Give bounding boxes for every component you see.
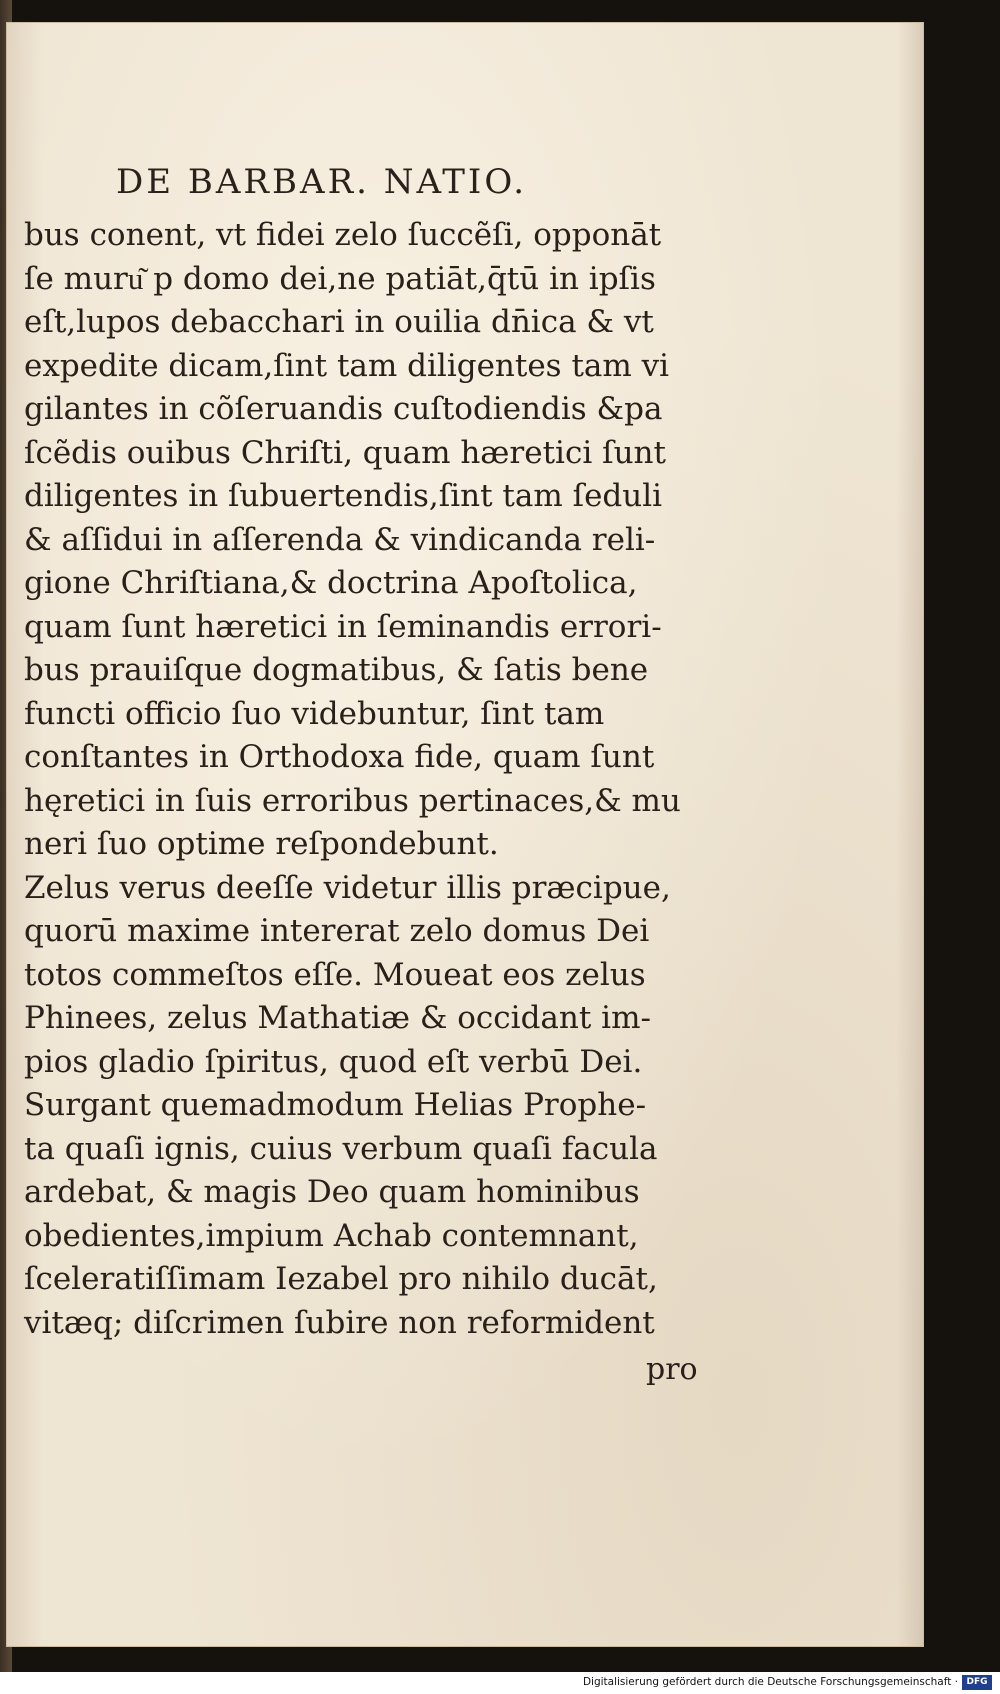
text-line: ſceleratiſſimam Iezabel pro nihilo ducāt, xyxy=(24,1261,658,1297)
text-line: quam ſunt hæretici in ſeminandis errori- xyxy=(24,608,662,645)
book-page xyxy=(6,22,924,1647)
text-line: Surgant quemadmodum Helias Prophe- xyxy=(24,1087,647,1123)
footer-bar xyxy=(0,1672,1000,1694)
text-line: ardebat, & magis Deo quam hominibus xyxy=(24,1174,640,1210)
text-line: hęretici in ſuis erroribus pertinaces,& mu xyxy=(24,782,681,819)
text-line: gione Chriſtiana,& doctrina Apoſtolica, xyxy=(24,565,638,601)
running-head: DE BARBAR. NATIO. xyxy=(116,162,528,202)
text-line: vitæq; diſcrimen ſubire non reformident xyxy=(24,1304,655,1341)
text-line: pios gladio ſpiritus, quod eſt verbū Dei. xyxy=(24,1043,643,1080)
text-line: bus prauiſque dogmatibus, & ſatis bene xyxy=(24,652,649,688)
text-line: quorū maxime intererat zelo domus Dei xyxy=(24,913,650,949)
catchword: pro xyxy=(646,1352,698,1387)
text-line: Phinees, zelus Mathatiæ & occidant im- xyxy=(24,1000,651,1036)
text-line: functi officio ſuo videbuntur, ſint tam xyxy=(24,695,605,732)
text-line: gilantes in cõſeruandis cuſtodiendis &pa xyxy=(24,391,663,427)
text-line: obedientes,impium Achab contemnant, xyxy=(24,1217,639,1254)
text-line: bus conent, vt fidei zelo ſuccẽſi, opponāt xyxy=(24,217,662,253)
text-line: expedite dicam,ſint tam diligentes tam vi xyxy=(24,347,670,384)
text-line: ſe muru͂ p domo dei,ne patiāt,q̄tū in ipſis xyxy=(24,260,656,297)
text-line: neri ſuo optime reſpondebunt. xyxy=(24,826,499,862)
funding-credit: Digitalisierung gefördert durch die Deutsche Forschungsgemeinschaft · xyxy=(582,1676,958,1688)
text-line: totos commeſtos eſſe. Moueat eos zelus xyxy=(24,956,646,993)
text-block xyxy=(24,214,704,1345)
text-line: conſtantes in Orthodoxa fide, quam ſunt xyxy=(24,739,655,775)
text-line: ta quaſi ignis, cuius verbum quaſi facula xyxy=(24,1130,658,1167)
text-line: & aſſidui in aſſerenda & vindicanda reli- xyxy=(24,521,656,558)
text-line: Zelus verus deeſſe videtur illis præcipue, xyxy=(24,869,671,906)
text-line: eſt,lupos debacchari in ouilia dn̄ica & vt xyxy=(24,304,654,340)
text-line: diligentes in ſubuertendis,ſint tam ſeduli xyxy=(24,478,663,514)
text-line: ſcẽdis ouibus Chriſti, quam hæretici ſunt xyxy=(24,434,666,471)
dfg-logo: DFG xyxy=(962,1675,992,1690)
